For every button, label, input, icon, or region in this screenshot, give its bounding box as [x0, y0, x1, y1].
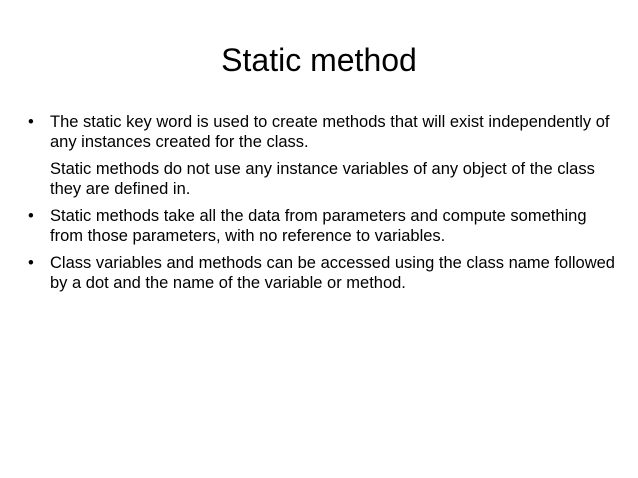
bullet-text: Static methods take all the data from parameters and compute something from those parameters, with no reference to variables.	[50, 207, 587, 245]
slide-body	[28, 112, 618, 300]
bullet-item	[28, 112, 618, 152]
slide-title: Static method	[221, 42, 417, 78]
bullet-text: The static key word is used to create methods that will exist independently of any instances created for the class.	[50, 113, 610, 151]
bullet-item	[28, 206, 618, 246]
paragraph-text: Static methods do not use any instance variables of any object of the class they are defined in.	[50, 160, 595, 198]
bullet-text: Class variables and methods can be accessed using the class name followed by a dot and the name of the variable or method.	[50, 254, 615, 292]
continuation-paragraph	[28, 159, 618, 199]
bullet-item	[28, 253, 618, 293]
